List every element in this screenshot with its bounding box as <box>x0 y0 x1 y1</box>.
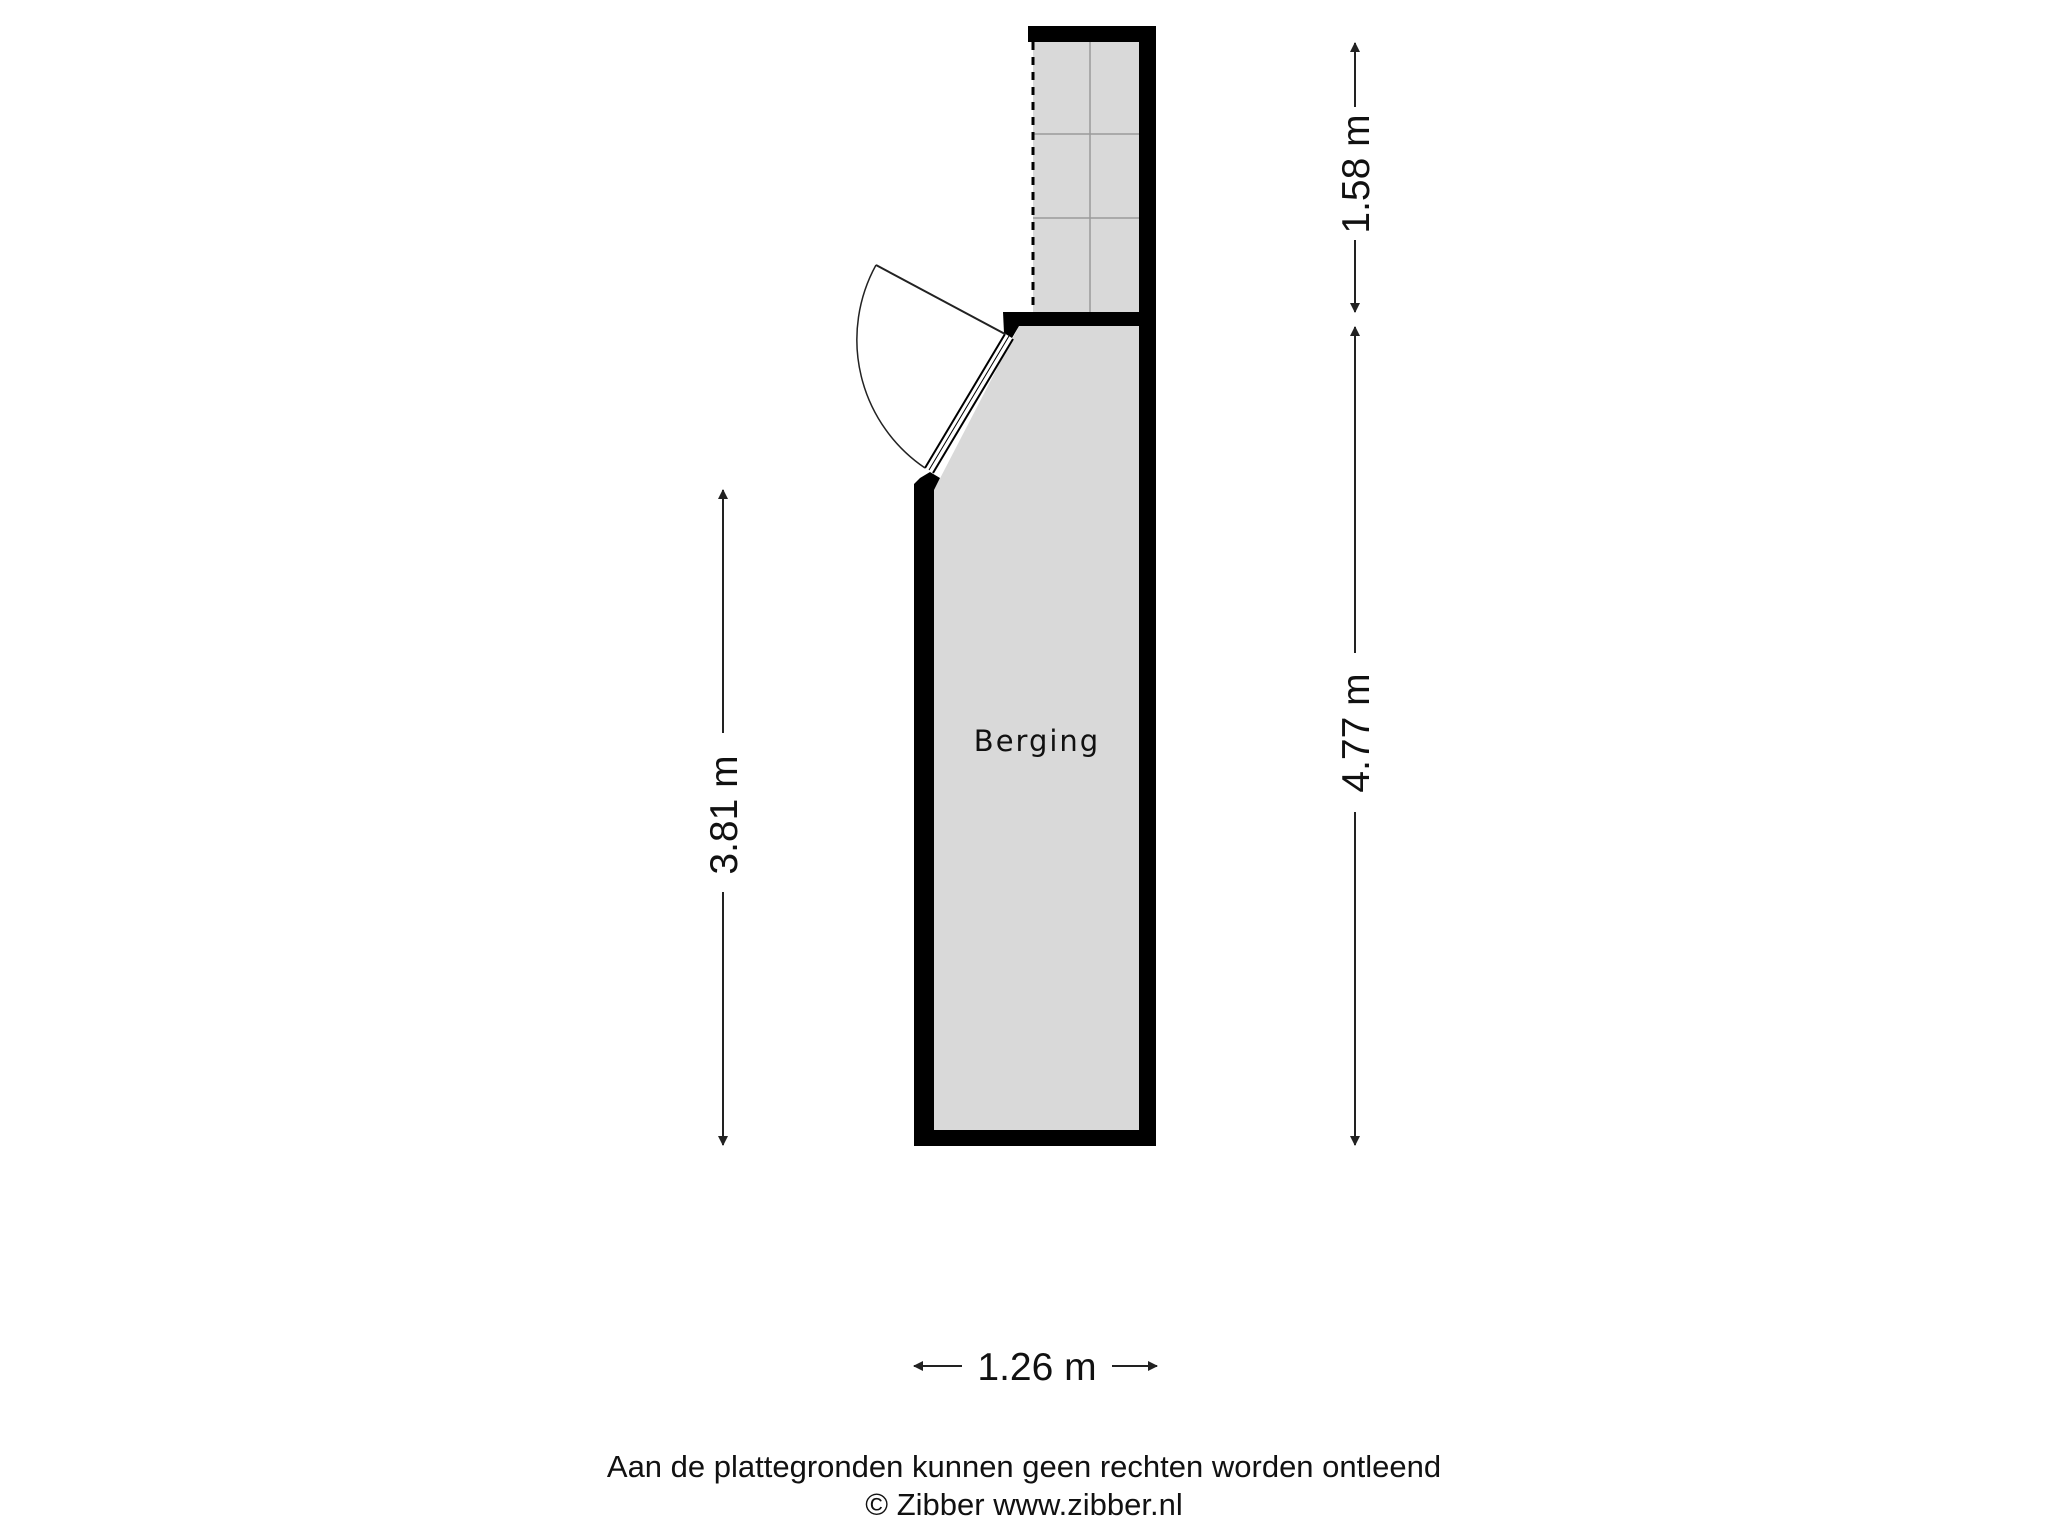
room-label-berging: Berging <box>973 724 1101 758</box>
wall-left <box>914 490 934 1146</box>
dimension-label-lower: 4.77 m <box>1335 673 1378 793</box>
door-leaf <box>876 265 1005 334</box>
disclaimer-text: Aan de plattegronden kunnen geen rechten worden ontleend <box>606 1449 1442 1484</box>
dimension-left-height <box>703 490 746 1145</box>
dimension-label-left: 3.81 m <box>703 755 746 875</box>
wall-right <box>1139 26 1156 1146</box>
upper-area-floor <box>1033 42 1139 312</box>
dimension-label-width: 1.26 m <box>977 1346 1097 1389</box>
wall-middle <box>1010 312 1156 326</box>
copyright-text: © Zibber www.zibber.nl <box>865 1487 1183 1522</box>
wall-bottom <box>914 1130 1156 1146</box>
door-swing-arc <box>857 265 925 468</box>
upper-tiled-area <box>1028 26 1156 312</box>
dimension-upper-height <box>1335 43 1378 312</box>
dimension-lower-height <box>1335 327 1378 1145</box>
dimension-label-upper: 1.58 m <box>1335 114 1378 234</box>
dimension-width <box>914 1346 1157 1389</box>
wall-top <box>1028 26 1156 42</box>
